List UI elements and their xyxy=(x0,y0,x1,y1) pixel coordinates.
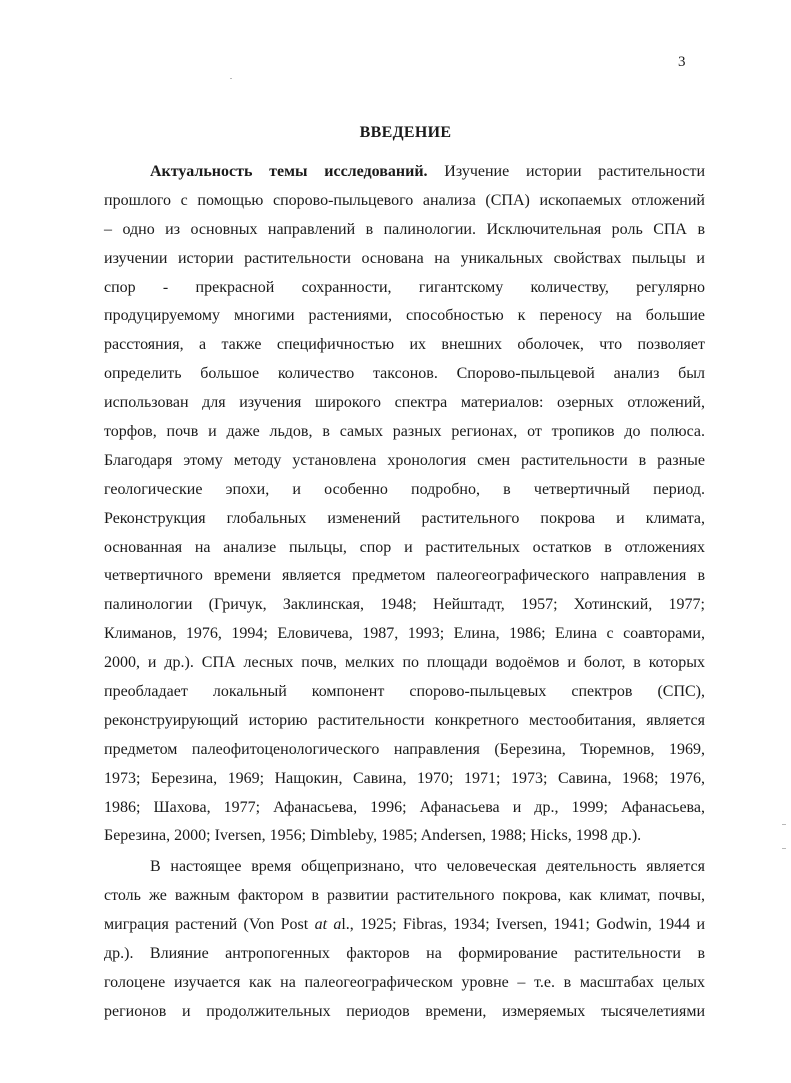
paragraph-line: Благодаря этому методу установлена хронология смен растительности в разные xyxy=(104,451,705,469)
paragraph-line: четвертичного времени является предметом палеогеографического направления в xyxy=(104,567,705,585)
paragraph-line: палинологии (Гричук, Заклинская, 1948; Нейштадт, 1957; Хотинский, 1977; xyxy=(104,596,705,614)
paragraph-line: др.). Влияние антропогенных факторов на формирование растительности в xyxy=(104,945,705,963)
paragraph-line: В настоящее время общепризнано, что человеческая деятельность является xyxy=(150,858,705,876)
paragraph-line: продуцируемому многими растениями, способностью к переносу на большие xyxy=(104,307,705,325)
paragraph-line: геологические эпохи, и особенно подробно, в четвертичный период. xyxy=(104,480,705,498)
paragraph-line: основанная на анализе пыльцы, спор и растительных остатков в отложениях xyxy=(104,538,705,556)
paragraph-anthropogenic xyxy=(104,853,705,1026)
paragraph-line: регионов и продолжительных периодов времени, измеряемых тысячелетиями xyxy=(104,1002,705,1020)
paragraph-line: – одно из основных направлений в палинологии. Исключительная роль СПА в xyxy=(104,220,705,238)
scan-speck xyxy=(782,824,786,825)
paragraph-line: преобладает локальный компонент спорово-пыльцевых спектров (СПС), xyxy=(104,683,705,701)
paragraph-line: Реконструкция глобальных изменений растительного покрова и климата, xyxy=(104,509,705,527)
paragraph-line: столь же важным фактором в развитии растительного покрова, как климат, почвы, xyxy=(104,887,705,905)
paragraph-line: Березина, 2000; Iversen, 1956; Dimbleby, 1985; Andersen, 1988; Hicks, 1998 др.). xyxy=(104,827,642,845)
paragraph-line: Климанов, 1976, 1994; Еловичева, 1987, 1993; Елина, 1986; Елина с соавторами, xyxy=(104,625,705,643)
paragraph-line: торфов, почв и даже льдов, в самых разных регионах, от тропиков до полюса. xyxy=(104,423,705,441)
paragraph-relevance xyxy=(104,158,705,851)
paragraph-line: изучении истории растительности основана на уникальных свойствах пыльцы и xyxy=(104,249,705,267)
paragraph-line: 1973; Березина, 1969; Нащокин, Савина, 1970; 1971; 1973; Савина, 1968; 1976, xyxy=(104,769,705,787)
paragraph-line: голоцене изучается как на палеогеографическом уровне – т.е. в масштабах целых xyxy=(104,973,705,991)
paragraph-line: миграция растений (Von Post at al., 1925; Fibras, 1934; Iversen, 1941; Godwin, 1944 и xyxy=(104,916,706,934)
paragraph-line: прошлого с помощью спорово-пыльцевого анализа (СПА) ископаемых отложений xyxy=(104,191,705,209)
scan-speck xyxy=(782,848,786,849)
scan-speck xyxy=(230,78,232,79)
paragraph-line: расстояния, а также специфичностью их внешних оболочек, что позволяет xyxy=(104,336,705,354)
paragraph-line: Актуальность темы исследований. Изучение истории растительности xyxy=(150,163,706,180)
italic-text: at a xyxy=(314,916,342,934)
paragraph-line: реконструирующий историю растительности конкретного местообитания, является xyxy=(104,711,705,729)
section-title: ВВЕДЕНИЕ xyxy=(359,124,452,141)
paragraph-line: 1986; Шахова, 1977; Афанасьева, 1996; Афанасьева и др., 1999; Афанасьева, xyxy=(104,798,705,816)
paragraph-line: определить большое количество таксонов. Спорово-пыльцевой анализ был xyxy=(104,365,705,383)
paragraph-line: использован для изучения широкого спектра материалов: озерных отложений, xyxy=(104,394,705,412)
lead-heading: Актуальность темы исследований. xyxy=(150,163,428,180)
paragraph-line: предметом палеофитоценологического направления (Березина, Тюремнов, 1969, xyxy=(104,740,705,758)
body-text xyxy=(104,158,705,1027)
page-number: 3 xyxy=(678,54,686,70)
paragraph-line: 2000, и др.). СПА лесных почв, мелких по площади водоёмов и болот, в которых xyxy=(104,654,705,672)
paragraph-line: спор - прекрасной сохранности, гигантскому количеству, регулярно xyxy=(104,278,705,296)
